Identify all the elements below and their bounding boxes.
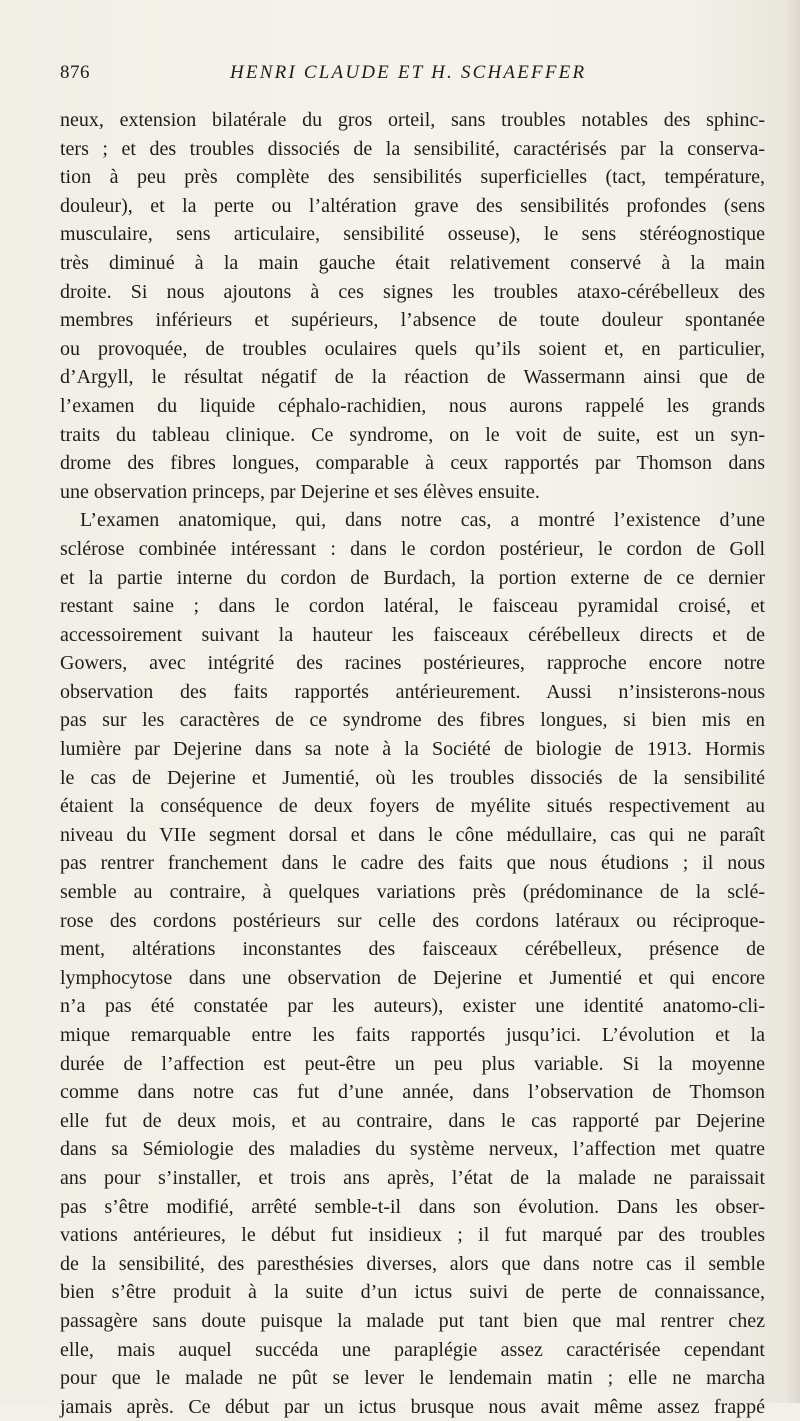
text-line: rose des cordons postérieurs sur celle des cordons latéraux ou réciproque- xyxy=(60,909,765,932)
body-text xyxy=(60,106,765,1421)
text-line: mique remarquable entre les faits rapportés jusqu’ici. L’évolution et la xyxy=(60,1024,765,1046)
text-line: et la partie interne du cordon de Burdach, la portion externe de ce dernier xyxy=(60,566,765,589)
text-line: musculaire, sens articulaire, sensibilité osseuse), le sens stéréognostique xyxy=(60,223,765,246)
text-line: restant saine ; dans le cordon latéral, le faisceau pyramidal croisé, et xyxy=(60,595,765,618)
running-head: HENRI CLAUDE ET H. SCHAEFFER xyxy=(230,62,587,83)
text-line: elle, mais auquel succéda une paraplégie assez caractérisée cependant xyxy=(60,1338,765,1361)
text-line: pas s’être modifié, arrêté semble-t-il dans son évolution. Dans les obser- xyxy=(60,1195,765,1218)
text-line: comme dans notre cas fut d’une année, dans l’observation de Thomson xyxy=(60,1081,765,1104)
text-line: ment, altérations inconstantes des faisceaux cérébelleux, présence de xyxy=(60,938,765,961)
text-line: ou provoquée, de troubles oculaires quels qu’ils soient et, en particulier, xyxy=(60,337,765,360)
text-line: vations antérieures, le début fut insidieux ; il fut marqué par des troubles xyxy=(60,1224,765,1247)
text-line: passagère sans doute puisque la malade put tant bien que mal rentrer chez xyxy=(60,1309,765,1332)
text-line: le cas de Dejerine et Jumentié, où les troubles dissociés de la sensibilité xyxy=(60,766,765,789)
text-line: membres inférieurs et supérieurs, l’absence de toute douleur spontanée xyxy=(60,309,765,332)
text-line: traits du tableau clinique. Ce syndrome, on le voit de suite, est un syn- xyxy=(60,423,765,446)
text-line: niveau du VIIe segment dorsal et dans le cône médullaire, cas qui ne paraît xyxy=(60,823,765,846)
text-line: ans pour s’installer, et trois ans après, l’état de la malade ne paraissait xyxy=(60,1166,765,1189)
text-line: accessoirement suivant la hauteur les faisceaux cérébelleux directs et de xyxy=(60,623,765,646)
text-line: Gowers, avec intégrité des racines postérieures, rapproche encore notre xyxy=(60,652,765,675)
text-line: droite. Si nous ajoutons à ces signes les troubles ataxo-cérébelleux des xyxy=(60,280,765,303)
text-line: une observation princeps, par Dejerine et ses élèves ensuite. xyxy=(60,480,540,503)
text-line: étaient la conséquence de deux foyers de myélite situés respectivement au xyxy=(60,795,765,818)
page-number: 876 xyxy=(60,62,90,83)
paragraph-first-line: L’examen anatomique, qui, dans notre cas, a montré l’existence d’une xyxy=(80,509,765,532)
text-line: d’Argyll, le résultat négatif de la réaction de Wassermann ainsi que de xyxy=(60,366,765,389)
text-line: tion à peu près complète des sensibilités superficielles (tact, température, xyxy=(60,166,765,189)
text-line: ters ; et des troubles dissociés de la sensibilité, caractérisés par la conserva- xyxy=(60,137,765,160)
text-line: pas sur les caractères de ce syndrome des fibres longues, si bien mis en xyxy=(60,709,765,732)
text-line: lymphocytose dans une observation de Dejerine et Jumentié et qui encore xyxy=(60,966,765,989)
text-line: bien s’être produit à la suite d’un ictus suivi de perte de connaissance, xyxy=(60,1281,765,1304)
text-line: jamais après. Ce début par un ictus brusque nous avait même assez frappé xyxy=(60,1395,765,1418)
text-line: pas rentrer franchement dans le cadre des faits que nous étudions ; il nous xyxy=(60,852,765,875)
text-line: neux, extension bilatérale du gros orteil, sans troubles notables des sphinc- xyxy=(60,109,765,131)
text-line: durée de l’affection est peut-être un peu plus variable. Si la moyenne xyxy=(60,1052,765,1075)
page-edge-shadow xyxy=(786,0,800,1403)
text-line: de la sensibilité, des paresthésies diverses, alors que dans notre cas il semble xyxy=(60,1252,765,1275)
text-line: lumière par Dejerine dans sa note à la Société de biologie de 1913. Hormis xyxy=(60,738,765,761)
text-line: douleur), et la perte ou l’altération grave des sensibilités profondes (sens xyxy=(60,194,765,217)
text-line: dans sa Sémiologie des maladies du système nerveux, l’affection met quatre xyxy=(60,1138,765,1161)
text-line: l’examen du liquide céphalo-rachidien, nous aurons rappelé les grands xyxy=(60,394,765,417)
text-line: pour que le malade ne pût se lever le lendemain matin ; elle ne marcha xyxy=(60,1367,765,1390)
page-header xyxy=(60,62,760,92)
text-line: semble au contraire, à quelques variations près (prédominance de la sclé- xyxy=(60,881,765,904)
text-line: drome des fibres longues, comparable à ceux rapportés par Thomson dans xyxy=(60,452,765,475)
text-line: très diminué à la main gauche était relativement conservé à la main xyxy=(60,251,765,274)
text-line: observation des faits rapportés antérieurement. Aussi n’insisterons-nous xyxy=(60,680,765,703)
text-line: sclérose combinée intéressant : dans le cordon postérieur, le cordon de Goll xyxy=(60,537,765,560)
text-line: elle fut de deux mois, et au contraire, dans le cas rapporté par Dejerine xyxy=(60,1109,765,1132)
text-line: n’a pas été constatée par les auteurs), exister une identité anatomo-cli- xyxy=(60,995,765,1018)
